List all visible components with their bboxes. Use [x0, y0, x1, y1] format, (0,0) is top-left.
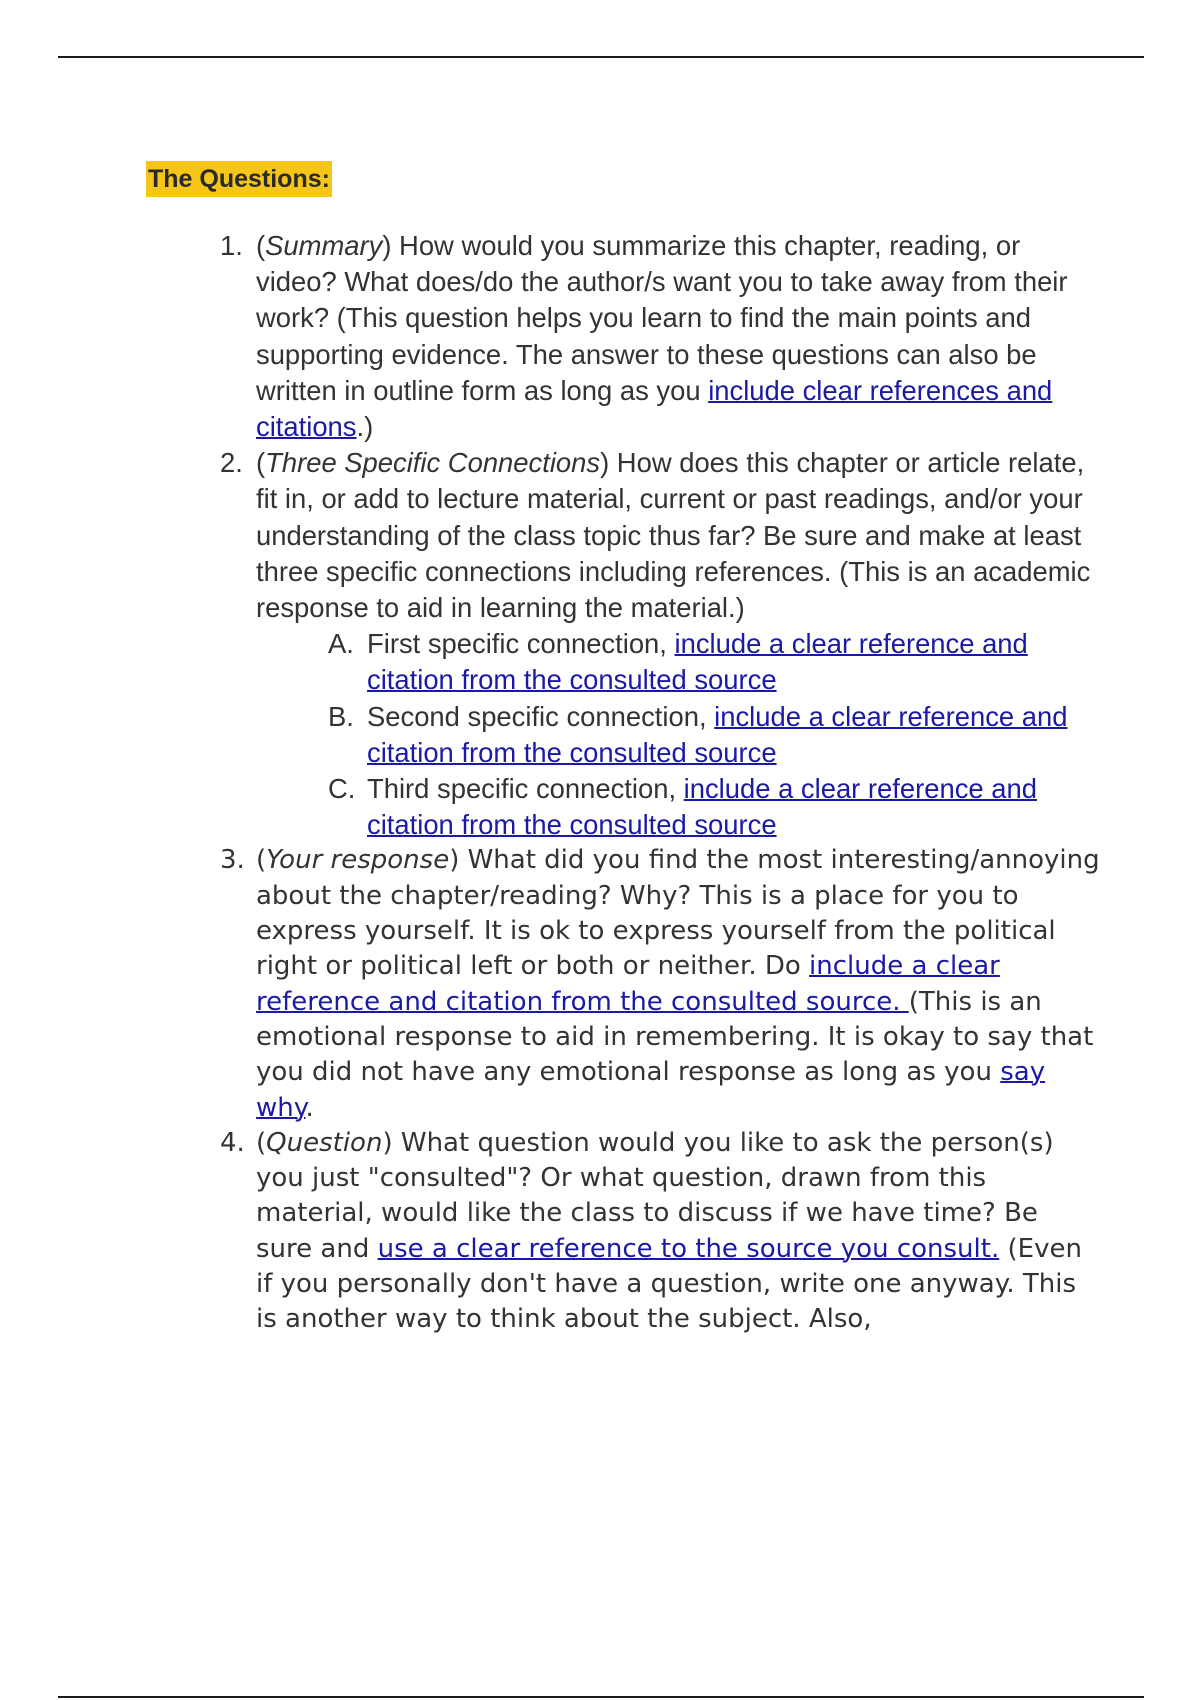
list-item-4 [210, 1126, 1100, 1338]
item-text: ) How does this chapter or article relate, fit in, or add to lecture material, current or past readings, and/or your understanding of the class topic thus far? Be sure and make at least three specific connections including references. (This is an academic response to aid in learning the material.) [256, 447, 1091, 624]
item-number: 4. [220, 1127, 245, 1158]
reference-link[interactable]: include a clear reference and citation from the consulted source [367, 773, 1037, 841]
item-body: (Your response) What did you find the most interesting/annoying about the chapter/reading? Why? This is a place for you to express yourself. It is ok to express yourself from the political right or political left or both or neither. Do include a clear reference and citation from the consulted source. (This is an emotional response to aid in remembering. It is okay to say that you did not have any emotional response as long as you say why. [256, 845, 1100, 1123]
questions-list [210, 228, 1100, 1338]
say-why-link[interactable]: say why [256, 1057, 1046, 1123]
sub-item-a [210, 626, 1100, 698]
item-body: (Summary) How would you summarize this chapter, reading, or video? What does/do the author/s want you to take away from their work? (This question helps you learn to find the main points and supporting evidence. The answer to these questions can also be written in outline form as long as you include clear references and citations.) [256, 230, 1068, 443]
item-label: Question [266, 1127, 383, 1158]
sub-item-body [367, 771, 1100, 843]
sub-item-body [367, 699, 1100, 771]
sub-item-text: First specific connection, [367, 628, 675, 660]
top-rule [58, 56, 1144, 58]
item-label: Summary [265, 230, 383, 261]
sub-item-text: Second specific connection, [367, 700, 715, 732]
item-tail: .) [356, 411, 374, 443]
reference-link[interactable]: include a clear reference and citation from the consulted source [367, 700, 1068, 768]
item-tail: . [305, 1092, 314, 1123]
reference-link[interactable]: use a clear reference to the source you consult. [377, 1233, 1000, 1264]
item-text-continued: (This is an emotional response to aid in remembering. It is okay to say that you did not have any emotional response as long as you [256, 986, 1094, 1088]
list-item-1 [210, 228, 1100, 445]
item-number: 3. [220, 845, 245, 876]
item-text: ) What did you find the most interesting/annoying about the chapter/reading? Why? This is a place for you to express yourself. It is ok to express yourself from the political right or political left or both or neither. Do [256, 845, 1100, 982]
sub-item-letter: C. [328, 773, 356, 805]
item-body: (Three Specific Connections) How does this chapter or article relate, fit in, or add to lecture material, current or past readings, and/or your understanding of the class topic thus far? Be sure and make at least three specific connections including references. (This is an academic response to aid in learning the material.) [256, 447, 1091, 624]
item-label: Three Specific Connections [265, 447, 601, 479]
sub-item-c [210, 771, 1100, 843]
list-item-3 [210, 843, 1100, 1125]
item-tail: (Even if you personally don't have a question, write one anyway. This is another way to think about the subject. Also, [256, 1233, 1082, 1335]
list-item-2 [210, 445, 1100, 626]
sub-item-letter: B. [328, 700, 354, 732]
item-text: ) What question would you like to ask the person(s) you just "consulted"? Or what question, drawn from this material, would like the class to discuss if we have time? Be sure and [256, 1127, 1054, 1264]
reference-link[interactable]: include clear references and citations [256, 374, 1053, 443]
item-number: 1. [220, 230, 243, 261]
sub-item-body [367, 626, 1100, 698]
reference-link[interactable]: include a clear reference and citation from the consulted source [367, 628, 1028, 696]
sub-item-text: Third specific connection, [367, 773, 684, 805]
item-label: Your response [266, 845, 450, 876]
item-body: (Question) What question would you like to ask the person(s) you just "consulted"? Or what question, drawn from this material, would like the class to discuss if we have time? Be sure and use a clear reference to the source you consult. (Even if you personally don't have a question, write one anyway. This is another way to think about the subject. Also, [256, 1127, 1082, 1335]
reference-link[interactable]: include a clear reference and citation from the consulted source. [256, 951, 1000, 1017]
sub-item-letter: A. [328, 628, 354, 660]
item-text: ) How would you summarize this chapter, reading, or video? What does/do the author/s want you to take away from their work? (This question helps you learn to find the main points and supporting evidence. The answer to these questions can also be written in outline form as long as you [256, 230, 1068, 406]
sub-item-b [210, 699, 1100, 771]
item-number: 2. [220, 447, 243, 479]
section-heading: The Questions: [146, 161, 332, 197]
bottom-rule [58, 1696, 1144, 1698]
